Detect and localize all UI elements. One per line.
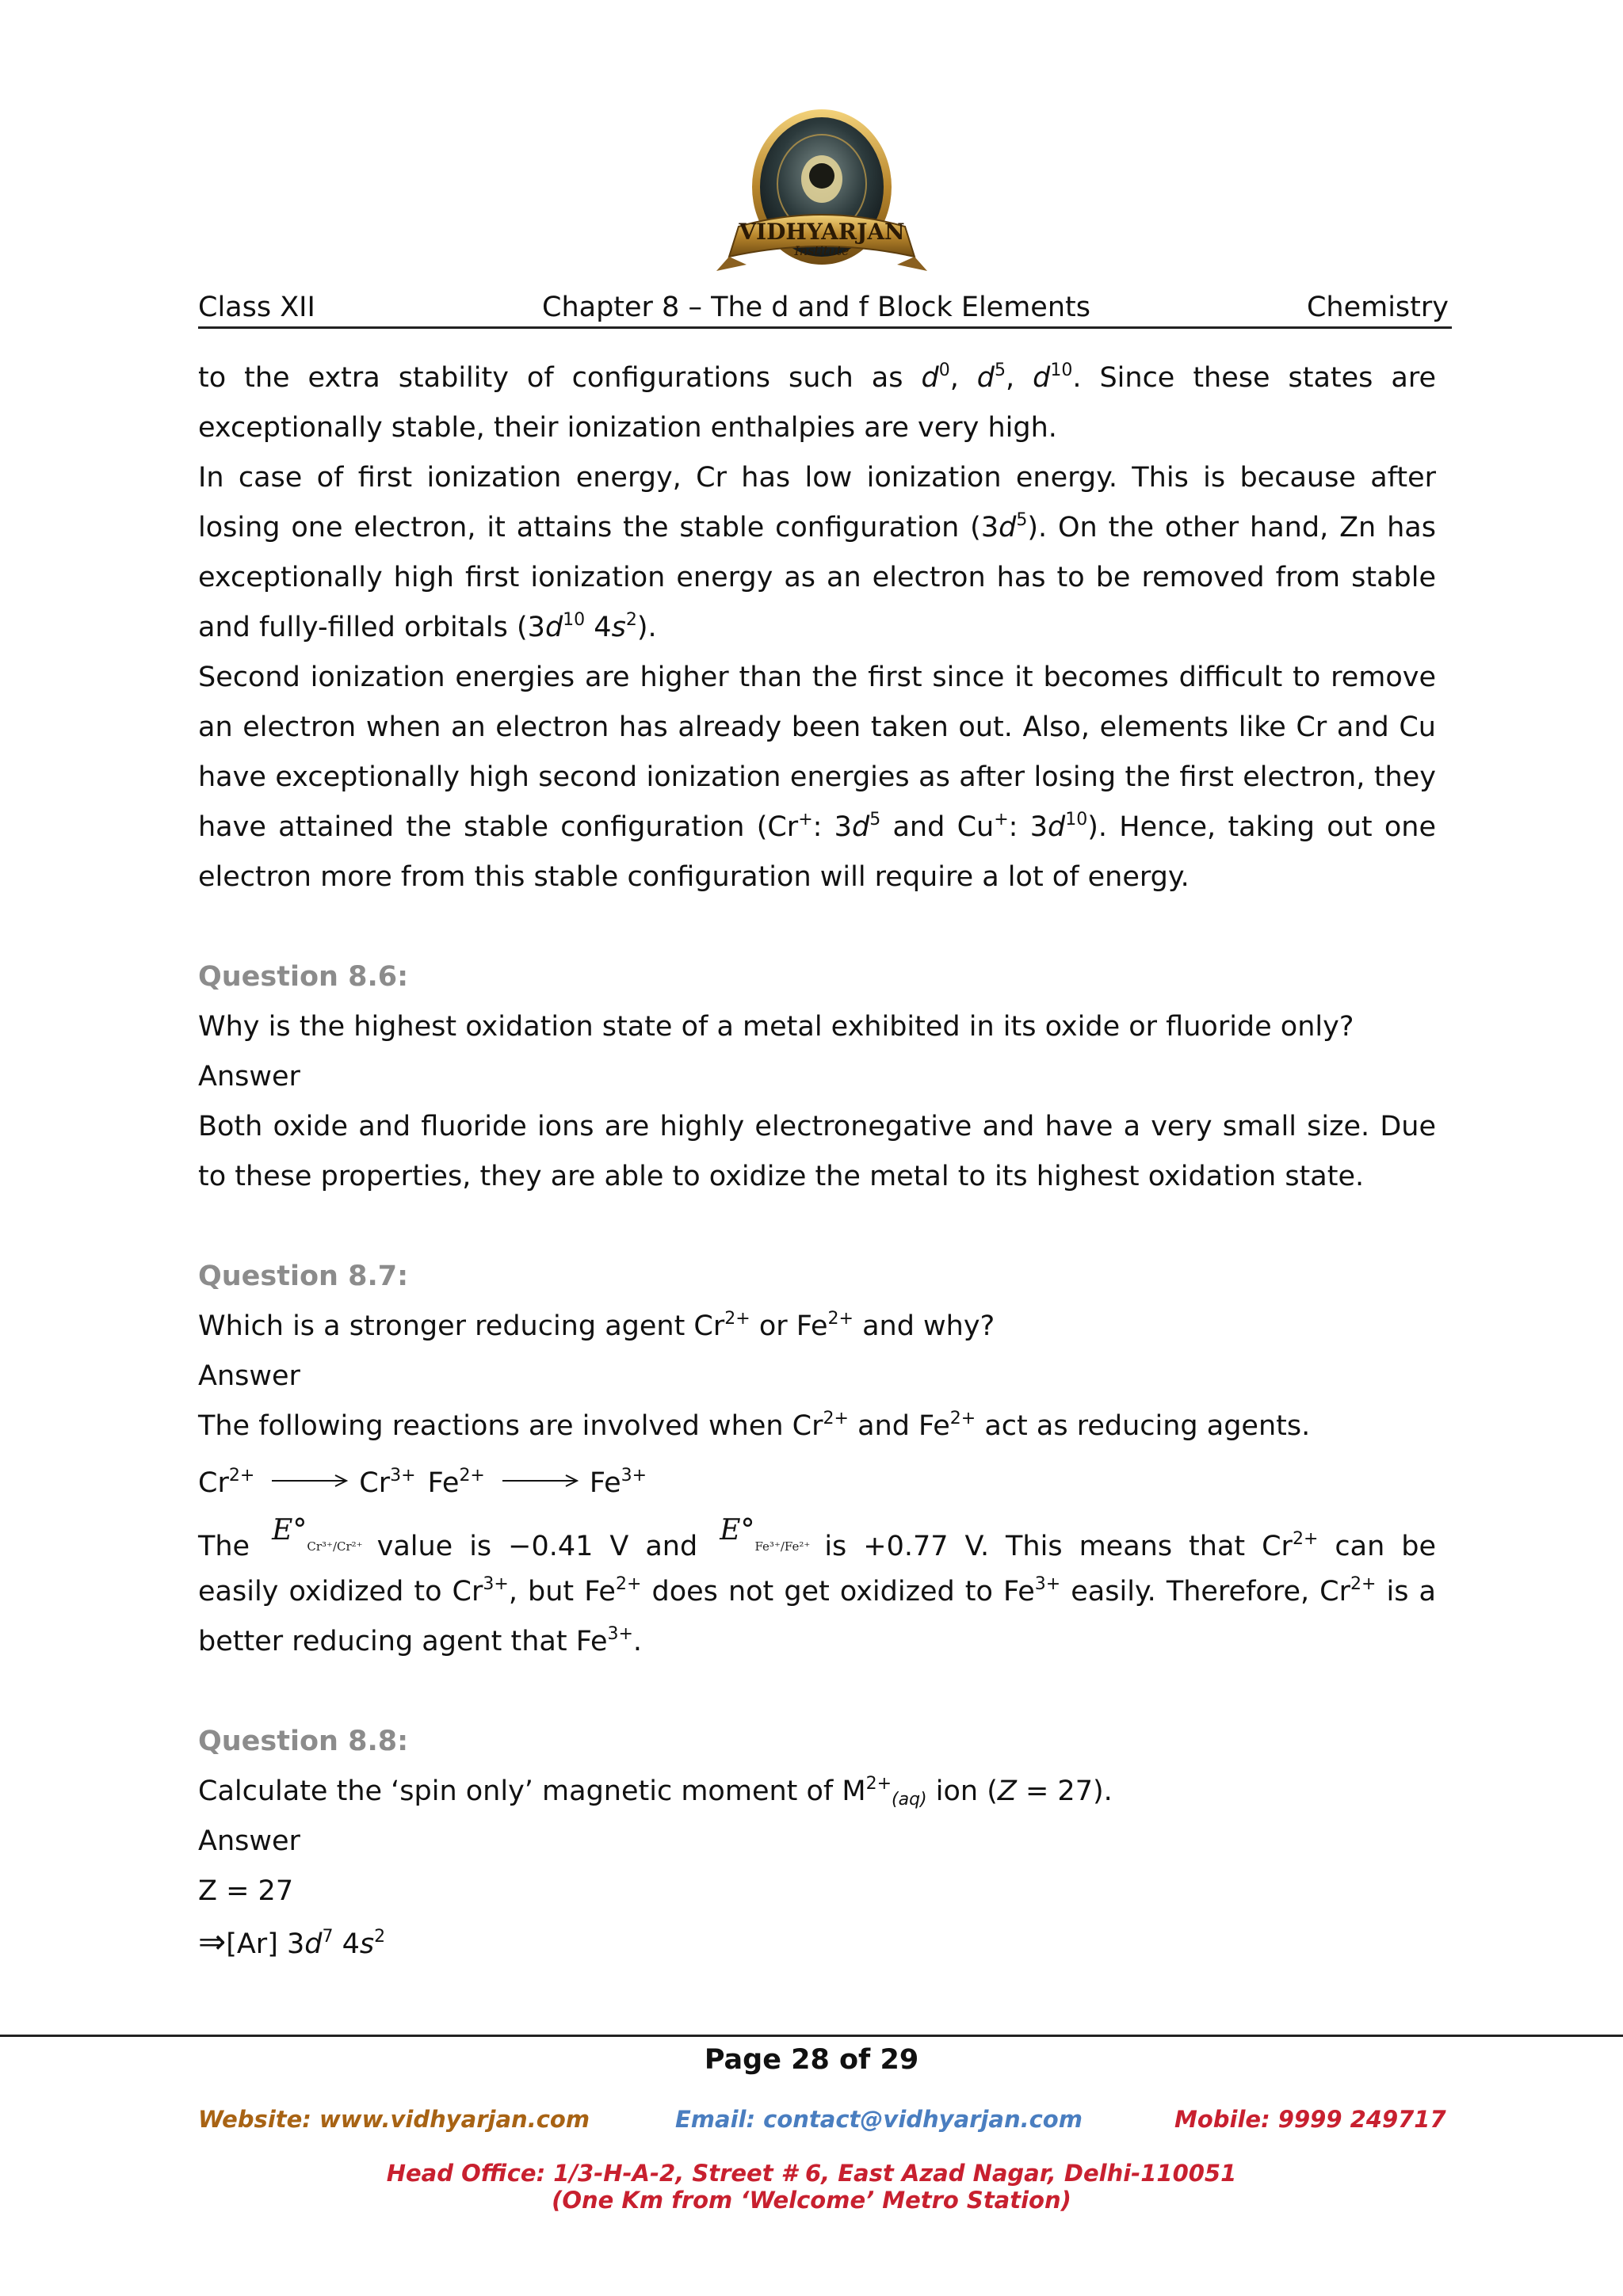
logo-text: VIDHYARJAN: [739, 219, 905, 245]
paragraph-line: losing one electron, it attains the stable configuration $(3d^5)$. On the other hand, Zn has: [198, 510, 1436, 543]
paragraph-line: Second ionization energies are higher than the first since it becomes difficult to remove: [198, 662, 1436, 693]
logo-subtext: Institute: [794, 243, 850, 258]
answer-line: ⇒[Ar] $3d^7$ $4s^2$: [198, 1922, 386, 1961]
answer-label: Answer: [198, 1360, 300, 1392]
header-chapter: Chapter 8 – The d and f Block Elements: [542, 292, 1090, 323]
paragraph-line: have exceptionally high second ionization energies as after losing the first electron, they: [198, 761, 1436, 793]
institute-logo: [715, 108, 929, 284]
paragraph-line: and fully-filled orbitals ($3d^{10}$ $4s^2$).: [198, 610, 657, 643]
header-class: Class XII: [198, 292, 315, 323]
page-header: [198, 292, 1452, 329]
paragraph-line: exceptionally stable, their ionization enthalpies are very high.: [198, 412, 1057, 444]
question-text: Which is a stronger reducing agent $Cr^{2+}$ or $Fe^{2+}$ and why?: [198, 1309, 995, 1342]
standard-potential-symbol: E°: [720, 1514, 755, 1547]
answer-line: The following reactions are involved when $Cr^{2+}$ and $Fe^{2+}$ act as reducing agents.: [198, 1409, 1311, 1442]
paragraph-line: exceptionally high first ionization energy as an electron has to be removed from stable: [198, 562, 1436, 593]
reaction-equation: $Cr^{2+}$ $Cr^{3+}$ $Fe^{2+}$ $Fe^{3+}$: [198, 1466, 647, 1499]
footer-email[interactable]: Email: contact@vidhyarjan.com: [675, 2106, 1083, 2133]
answer-line: better reducing agent that $Fe^{3+}$.: [198, 1624, 643, 1657]
footer-address: Head Office: 1/3-H-A-2, Street # 6, East Azad Nagar, Delhi-110051: [386, 2160, 1237, 2187]
document-body: [198, 353, 1436, 1966]
standard-potential-symbol: E°: [272, 1514, 307, 1547]
answer-label: Answer: [198, 1825, 300, 1857]
answer-line: easily oxidized to $Cr^{3+}$, but $Fe^{2+}$ does not get oxidized to $Fe^{3+}$ easily. Therefore, $Cr^{2+}$ is a: [198, 1574, 1436, 1608]
implies-icon: ⇒: [198, 1922, 227, 1961]
footer-mobile: Mobile: 9999 249717: [1174, 2106, 1446, 2133]
question-heading: Question 8.8:: [198, 1726, 409, 1757]
footer-divider: [0, 2035, 1623, 2037]
question-text: Calculate the ‘spin only’ magnetic moment of $M^{2+}_{(aq)}$ ion (Z = 27).: [198, 1774, 1113, 1810]
footer-address-note: (One Km from ‘Welcome’ Metro Station): [552, 2187, 1071, 2214]
answer-line: to these properties, they are able to oxidize the metal to its highest oxidation state.: [198, 1161, 1365, 1192]
arrow-icon: [272, 1473, 348, 1489]
paragraph-line: electron more from this stable configuration will require a lot of energy.: [198, 861, 1190, 893]
arrow-icon: [502, 1473, 579, 1489]
paragraph-line: have attained the stable configuration (Cr+: $3d^5$ and Cu+: $3d^{10}$). Hence, taking out one: [198, 810, 1437, 843]
question-heading: Question 8.6:: [198, 961, 409, 993]
answer-line: Z = 27: [198, 1875, 294, 1907]
footer-website[interactable]: Website: www.vidhyarjan.com: [198, 2106, 590, 2133]
answer-label: Answer: [198, 1061, 300, 1093]
question-heading: Question 8.7:: [198, 1261, 409, 1292]
paragraph-line: an electron when an electron has already been taken out. Also, elements like Cr and Cu: [198, 711, 1436, 743]
question-text: Why is the highest oxidation state of a metal exhibited in its oxide or fluoride only?: [198, 1011, 1354, 1043]
answer-line: Both oxide and fluoride ions are highly electronegative and have a very small size. Due: [198, 1111, 1436, 1142]
paragraph-line: to the extra stability of configurations such as $d^0$, $d^5$, $d^{10}$. Since these states are: [198, 360, 1436, 394]
page-number: Page 28 of 29: [704, 2044, 919, 2076]
header-subject: Chemistry: [1306, 292, 1449, 323]
paragraph-line: In case of first ionization energy, Cr has low ionization energy. This is because after: [198, 462, 1436, 494]
answer-line: The E°Cr³⁺/Cr²⁺ value is −0.41 V and E°Fe³⁺/Fe²⁺ is +0.77 V. This means that $Cr^{2+}$ can be: [198, 1514, 1436, 1562]
